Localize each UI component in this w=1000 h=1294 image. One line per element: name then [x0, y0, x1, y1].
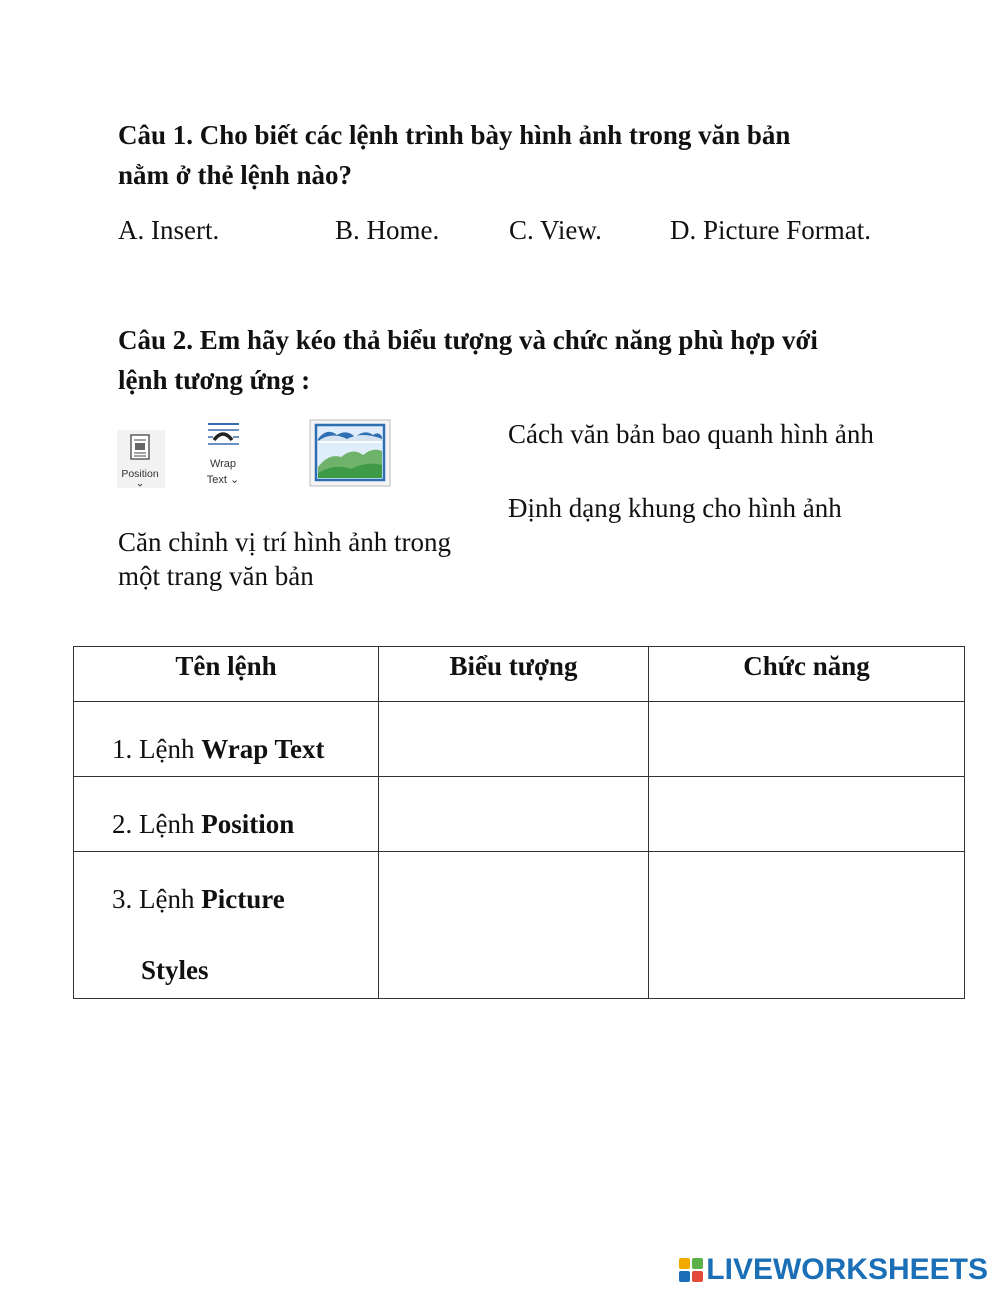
header-command-name: Tên lệnh: [74, 647, 379, 702]
function-position-line2: một trang văn bản: [118, 561, 314, 591]
question-1-title-line1: Câu 1. Cho biết các lệnh trình bày hình ảnh trong văn bản: [118, 120, 791, 150]
position-icon: [117, 430, 165, 488]
row-3-icon-dropzone[interactable]: [379, 852, 649, 999]
wrap-text-icon: [203, 420, 243, 490]
picture-styles-icon: [307, 417, 393, 489]
row-2-prefix: 2. Lệnh: [112, 809, 202, 839]
table-row: [74, 777, 965, 852]
question-1-title: [118, 115, 898, 195]
function-position[interactable]: [118, 525, 451, 593]
row-3-command: Picture: [201, 884, 285, 914]
function-position-line1: Căn chỉnh vị trí hình ảnh trong: [118, 527, 451, 557]
wrap-icon-label-1: Wrap: [209, 458, 237, 470]
row-2-name: [74, 777, 379, 852]
table-row: [74, 702, 965, 777]
row-2-icon-dropzone[interactable]: [379, 777, 649, 852]
liveworksheets-logo: [678, 1250, 988, 1290]
option-a[interactable]: A. Insert.: [118, 215, 220, 245]
table-row: [74, 852, 965, 999]
row-1-icon-dropzone[interactable]: [379, 702, 649, 777]
row-2-command: Position: [201, 809, 295, 839]
question-2-title-line2: lệnh tương ứng :: [118, 365, 311, 395]
row-1-name: [74, 702, 379, 777]
row-1-prefix: 1. Lệnh: [112, 734, 202, 764]
option-d[interactable]: D. Picture Format.: [670, 215, 871, 245]
row-3-prefix: 3. Lệnh: [112, 884, 202, 914]
header-icon: Biểu tượng: [379, 647, 649, 702]
table-header-row: [74, 647, 965, 702]
question-2-title: [118, 320, 898, 400]
function-wrap-text[interactable]: Cách văn bản bao quanh hình ảnh: [508, 419, 874, 449]
option-c[interactable]: C. View.: [509, 215, 602, 245]
row-3-command-cont: Styles: [141, 955, 209, 985]
row-1-function-dropzone[interactable]: [649, 702, 965, 777]
wrap-icon-label-2: Text ⌄: [206, 474, 240, 486]
liveworksheets-logo-icon: [678, 1257, 704, 1283]
row-3-function-dropzone[interactable]: [649, 852, 965, 999]
option-b[interactable]: B. Home.: [335, 215, 440, 245]
liveworksheets-logo-text: LIVEWORKSHEETS: [706, 1253, 988, 1286]
row-2-function-dropzone[interactable]: [649, 777, 965, 852]
row-1-command: Wrap Text: [201, 734, 325, 764]
function-picture-styles[interactable]: Định dạng khung cho hình ảnh: [508, 493, 842, 523]
answer-table: [73, 646, 965, 999]
header-function: Chức năng: [649, 647, 965, 702]
question-1-title-line2: nằm ở thẻ lệnh nào?: [118, 160, 352, 190]
position-icon-label: Position: [121, 468, 159, 480]
row-3-name: [74, 852, 379, 999]
question-2-title-line1: Câu 2. Em hãy kéo thả biểu tượng và chức năng phù hợp với: [118, 325, 818, 355]
picture-styles-icon-draggable[interactable]: [307, 417, 393, 489]
position-icon-draggable[interactable]: [117, 430, 165, 488]
wrap-text-icon-draggable[interactable]: [203, 420, 243, 490]
